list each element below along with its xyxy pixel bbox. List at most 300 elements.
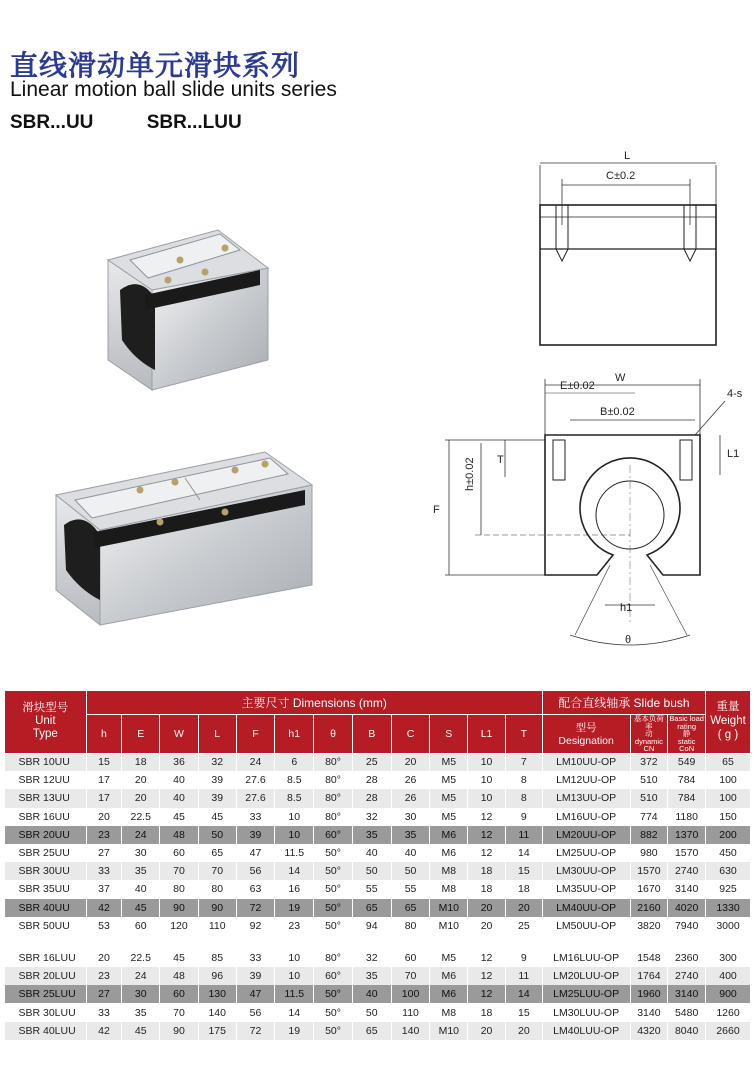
table-cell: 20 — [505, 1022, 542, 1040]
table-cell: 92 — [236, 917, 275, 935]
table-cell: 10 — [468, 771, 506, 789]
table-cell: 510 — [630, 789, 668, 807]
table-cell: 60° — [314, 826, 353, 844]
table-cell: 7940 — [668, 917, 706, 935]
table-cell: 1370 — [668, 826, 706, 844]
table-cell: 32 — [198, 753, 236, 771]
col-header-dim: F — [236, 715, 275, 754]
table-cell: 150 — [706, 808, 751, 826]
table-cell: 10 — [468, 753, 506, 771]
table-group-spacer — [5, 935, 751, 949]
unit-type-cell: SBR 20UU — [5, 826, 87, 844]
table-cell: LM25LUU-OP — [542, 985, 630, 1003]
table-cell: 80° — [314, 789, 353, 807]
table-cell: 8 — [505, 789, 542, 807]
table-cell: 45 — [122, 899, 160, 917]
col-header-dim: W — [160, 715, 199, 754]
table-cell: 24 — [122, 967, 160, 985]
table-cell: 200 — [706, 826, 751, 844]
table-cell: 27.6 — [236, 771, 275, 789]
table-cell: 372 — [630, 753, 668, 771]
table-cell: 80 — [198, 880, 236, 898]
table-cell: 23 — [86, 826, 122, 844]
table-row — [5, 826, 751, 844]
table-cell: 90 — [160, 899, 199, 917]
table-cell: 12 — [468, 844, 506, 862]
unit-type-cell: SBR 16LUU — [5, 949, 87, 967]
unit-type-cell: SBR 10UU — [5, 753, 87, 771]
table-cell: 39 — [198, 771, 236, 789]
table-cell: M6 — [430, 967, 468, 985]
table-cell: 8.5 — [275, 789, 314, 807]
table-cell: 14 — [505, 844, 542, 862]
table-cell: 40 — [160, 771, 199, 789]
col-header-dim: L1 — [468, 715, 506, 754]
col-header-designation: 型号 Designation — [542, 715, 630, 754]
table-cell: 39 — [198, 789, 236, 807]
dim-label-4s: 4-s — [727, 388, 743, 400]
table-cell: 14 — [275, 862, 314, 880]
table-cell: 60° — [314, 967, 353, 985]
table-cell: 39 — [236, 826, 275, 844]
table-cell: 65 — [352, 1022, 391, 1040]
table-cell: 48 — [160, 826, 199, 844]
table-cell: LM40LUU-OP — [542, 1022, 630, 1040]
table-row — [5, 844, 751, 862]
table-cell: LM25UU-OP — [542, 844, 630, 862]
table-cell: 63 — [236, 880, 275, 898]
table-cell: 30 — [391, 808, 430, 826]
col-header-dim: E — [122, 715, 160, 754]
table-cell: 28 — [352, 771, 391, 789]
col-header-unit-type: 滑块型号 Unit Type — [5, 691, 87, 754]
table-cell: M5 — [430, 789, 468, 807]
table-cell: 53 — [86, 917, 122, 935]
table-row — [5, 917, 751, 935]
table-cell: M5 — [430, 949, 468, 967]
table-cell: 20 — [468, 1022, 506, 1040]
table-cell: 2740 — [668, 862, 706, 880]
table-cell: 24 — [236, 753, 275, 771]
table-cell: 630 — [706, 862, 751, 880]
table-cell: 18 — [468, 862, 506, 880]
table-cell: 18 — [468, 880, 506, 898]
product-photo-short-unit — [100, 220, 280, 395]
table-cell: 19 — [275, 1022, 314, 1040]
table-cell: LM12UU-OP — [542, 771, 630, 789]
table-cell: 45 — [160, 808, 199, 826]
table-cell: 110 — [198, 917, 236, 935]
table-cell: 19 — [275, 899, 314, 917]
table-cell: 80° — [314, 753, 353, 771]
dim-label-T: T — [497, 454, 504, 466]
table-cell: 80° — [314, 771, 353, 789]
table-cell: 22.5 — [122, 949, 160, 967]
table-cell: 100 — [706, 789, 751, 807]
table-cell: 10 — [275, 808, 314, 826]
table-cell: M6 — [430, 985, 468, 1003]
table-cell: 30 — [122, 985, 160, 1003]
table-cell: 90 — [160, 1022, 199, 1040]
table-cell: 10 — [275, 949, 314, 967]
table-row — [5, 985, 751, 1003]
table-cell: 40 — [122, 880, 160, 898]
table-cell: 60 — [391, 949, 430, 967]
table-cell: 1570 — [630, 862, 668, 880]
table-cell: 50 — [352, 1003, 391, 1021]
table-cell: 40 — [160, 789, 199, 807]
col-header-weight: 重量 Weight ( g ) — [706, 691, 751, 754]
table-cell: 85 — [198, 949, 236, 967]
table-cell: 18 — [468, 1003, 506, 1021]
model-series-uu: SBR...UU — [10, 112, 94, 133]
table-cell: 16 — [275, 880, 314, 898]
table-cell: 24 — [122, 826, 160, 844]
table-cell: 6 — [275, 753, 314, 771]
table-cell: 5480 — [668, 1003, 706, 1021]
table-cell: 4020 — [668, 899, 706, 917]
table-cell: 17 — [86, 771, 122, 789]
table-cell: 55 — [391, 880, 430, 898]
table-cell: 94 — [352, 917, 391, 935]
table-row — [5, 949, 751, 967]
table-cell: 12 — [468, 985, 506, 1003]
table-cell: 3820 — [630, 917, 668, 935]
unit-type-cell: SBR 20LUU — [5, 967, 87, 985]
table-cell: 33 — [236, 949, 275, 967]
unit-type-cell: SBR 25UU — [5, 844, 87, 862]
col-header-dim: L — [198, 715, 236, 754]
table-cell: 3140 — [668, 985, 706, 1003]
table-cell: 10 — [468, 789, 506, 807]
table-cell: 65 — [706, 753, 751, 771]
table-cell: M8 — [430, 1003, 468, 1021]
table-cell: 140 — [391, 1022, 430, 1040]
table-cell: 50° — [314, 985, 353, 1003]
unit-type-cell: SBR 13UU — [5, 789, 87, 807]
col-header-dim: h1 — [275, 715, 314, 754]
table-cell: 3000 — [706, 917, 751, 935]
table-cell: 60 — [160, 844, 199, 862]
table-cell: 1570 — [668, 844, 706, 862]
table-cell: 3140 — [668, 880, 706, 898]
table-cell: 7 — [505, 753, 542, 771]
table-cell: 12 — [468, 826, 506, 844]
table-cell: 1260 — [706, 1003, 751, 1021]
table-cell: 60 — [122, 917, 160, 935]
table-cell: 42 — [86, 899, 122, 917]
table-cell: 1764 — [630, 967, 668, 985]
table-cell: 45 — [122, 1022, 160, 1040]
col-group-slide-bush: 配合直线轴承 Slide bush — [542, 691, 705, 715]
table-cell: 50 — [391, 862, 430, 880]
table-cell: 35 — [122, 1003, 160, 1021]
table-cell: LM20LUU-OP — [542, 967, 630, 985]
table-cell: 80° — [314, 949, 353, 967]
table-cell: 4320 — [630, 1022, 668, 1040]
unit-type-cell: SBR 25LUU — [5, 985, 87, 1003]
table-cell: 65 — [198, 844, 236, 862]
dim-label-h: h±0.02 — [464, 457, 476, 491]
table-cell: 72 — [236, 1022, 275, 1040]
table-cell: 1330 — [706, 899, 751, 917]
table-cell: 784 — [668, 789, 706, 807]
table-cell: 14 — [505, 985, 542, 1003]
table-cell: LM50UU-OP — [542, 917, 630, 935]
table-cell: 15 — [505, 862, 542, 880]
table-cell: M8 — [430, 880, 468, 898]
table-cell: M6 — [430, 844, 468, 862]
table-cell: 8 — [505, 771, 542, 789]
table-cell: 40 — [391, 844, 430, 862]
table-cell: 9 — [505, 949, 542, 967]
table-cell: 37 — [86, 880, 122, 898]
table-cell: 48 — [160, 967, 199, 985]
table-cell: 11 — [505, 826, 542, 844]
table-cell: 72 — [236, 899, 275, 917]
table-cell: 35 — [352, 826, 391, 844]
dim-label-B: B±0.02 — [600, 406, 635, 418]
table-cell: 175 — [198, 1022, 236, 1040]
unit-type-cell: SBR 30UU — [5, 862, 87, 880]
table-cell: 450 — [706, 844, 751, 862]
table-cell: LM30UU-OP — [542, 862, 630, 880]
table-cell: 47 — [236, 985, 275, 1003]
table-cell: 400 — [706, 967, 751, 985]
table-cell: LM20UU-OP — [542, 826, 630, 844]
table-cell: 40 — [352, 844, 391, 862]
table-cell: 30 — [122, 844, 160, 862]
col-header-dim: θ — [314, 715, 353, 754]
table-cell: 12 — [468, 808, 506, 826]
table-cell: 18 — [122, 753, 160, 771]
table-cell: 784 — [668, 771, 706, 789]
table-cell: 25 — [352, 753, 391, 771]
table-cell: 14 — [275, 1003, 314, 1021]
page-title-cn: 直线滑动单元滑块系列 — [10, 49, 301, 82]
col-header-dim: B — [352, 715, 391, 754]
table-cell: 90 — [198, 899, 236, 917]
dim-label-F: F — [433, 504, 440, 516]
table-cell: 60 — [160, 985, 199, 1003]
unit-type-cell: SBR 35UU — [5, 880, 87, 898]
table-row — [5, 808, 751, 826]
table-cell: 100 — [706, 771, 751, 789]
table-cell: 26 — [391, 771, 430, 789]
table-cell: 510 — [630, 771, 668, 789]
table-cell: M5 — [430, 808, 468, 826]
table-cell: 9 — [505, 808, 542, 826]
table-cell: 70 — [160, 1003, 199, 1021]
model-series-labels — [10, 112, 290, 134]
table-cell: 70 — [198, 862, 236, 880]
table-cell: 50 — [352, 862, 391, 880]
table-cell: 65 — [352, 899, 391, 917]
unit-type-cell: SBR 12UU — [5, 771, 87, 789]
table-cell: 140 — [198, 1003, 236, 1021]
table-cell: 32 — [352, 949, 391, 967]
dim-label-E: E±0.02 — [560, 380, 595, 392]
table-cell: 10 — [275, 826, 314, 844]
table-cell: 11.5 — [275, 985, 314, 1003]
table-cell: 33 — [86, 862, 122, 880]
table-cell: LM10UU-OP — [542, 753, 630, 771]
table-cell: 100 — [391, 985, 430, 1003]
table-cell: 50° — [314, 862, 353, 880]
table-row — [5, 789, 751, 807]
table-cell: 130 — [198, 985, 236, 1003]
table-cell: 900 — [706, 985, 751, 1003]
table-cell: 3140 — [630, 1003, 668, 1021]
table-cell: 80 — [160, 880, 199, 898]
table-cell: 50° — [314, 844, 353, 862]
table-cell: 56 — [236, 862, 275, 880]
table-cell: 11 — [505, 967, 542, 985]
table-cell: 549 — [668, 753, 706, 771]
table-cell: 32 — [352, 808, 391, 826]
dim-label-L: L — [624, 150, 631, 162]
table-cell: 300 — [706, 949, 751, 967]
side-view-drawing — [520, 145, 740, 355]
table-cell: 35 — [352, 967, 391, 985]
table-cell: 12 — [468, 967, 506, 985]
col-header-dim: C — [391, 715, 430, 754]
table-cell: 925 — [706, 880, 751, 898]
table-cell: M5 — [430, 771, 468, 789]
page-title-en: Linear motion ball slide units series — [10, 78, 337, 101]
table-cell: 882 — [630, 826, 668, 844]
table-cell: M10 — [430, 1022, 468, 1040]
unit-type-cell: SBR 30LUU — [5, 1003, 87, 1021]
table-cell: 50° — [314, 880, 353, 898]
table-cell: 110 — [391, 1003, 430, 1021]
table-cell: 28 — [352, 789, 391, 807]
table-cell: 18 — [505, 880, 542, 898]
table-cell: 33 — [86, 1003, 122, 1021]
table-cell: LM35UU-OP — [542, 880, 630, 898]
spacer-cell — [5, 935, 751, 949]
unit-type-cell: SBR 16UU — [5, 808, 87, 826]
table-row — [5, 967, 751, 985]
table-row — [5, 771, 751, 789]
table-cell: 8.5 — [275, 771, 314, 789]
table-cell: 23 — [86, 967, 122, 985]
table-row — [5, 753, 751, 771]
table-cell: LM16UU-OP — [542, 808, 630, 826]
dim-label-L1: L1 — [727, 448, 740, 460]
table-cell: 96 — [198, 967, 236, 985]
table-cell: 2160 — [630, 899, 668, 917]
table-cell: 23 — [275, 917, 314, 935]
dim-label-C: C±0.2 — [606, 170, 636, 182]
table-cell: 1960 — [630, 985, 668, 1003]
table-cell: 35 — [122, 862, 160, 880]
table-row — [5, 862, 751, 880]
front-view-drawing — [425, 365, 753, 655]
table-cell: 50° — [314, 917, 353, 935]
table-cell: 45 — [198, 808, 236, 826]
table-cell: 50° — [314, 1022, 353, 1040]
table-cell: 65 — [391, 899, 430, 917]
table-cell: LM13UU-OP — [542, 789, 630, 807]
table-cell: 15 — [505, 1003, 542, 1021]
table-cell: 50° — [314, 899, 353, 917]
table-cell: 980 — [630, 844, 668, 862]
table-cell: 120 — [160, 917, 199, 935]
table-cell: 774 — [630, 808, 668, 826]
table-cell: 11.5 — [275, 844, 314, 862]
table-cell: 10 — [275, 967, 314, 985]
table-cell: 50° — [314, 1003, 353, 1021]
table-cell: 33 — [236, 808, 275, 826]
table-cell: 2660 — [706, 1022, 751, 1040]
table-cell: LM16LUU-OP — [542, 949, 630, 967]
table-cell: 27 — [86, 985, 122, 1003]
table-row — [5, 1003, 751, 1021]
table-cell: M10 — [430, 899, 468, 917]
table-cell: 50 — [198, 826, 236, 844]
table-cell: 2740 — [668, 967, 706, 985]
table-cell: M8 — [430, 862, 468, 880]
table-cell: 17 — [86, 789, 122, 807]
table-cell: 15 — [86, 753, 122, 771]
table-cell: 27.6 — [236, 789, 275, 807]
spec-table — [4, 690, 751, 1040]
table-cell: 56 — [236, 1003, 275, 1021]
col-group-dimensions: 主要尺寸 Dimensions (mm) — [86, 691, 542, 715]
product-photo-long-unit — [50, 440, 320, 630]
table-cell: M5 — [430, 753, 468, 771]
table-cell: 20 — [468, 917, 506, 935]
table-cell: 22.5 — [122, 808, 160, 826]
table-cell: 55 — [352, 880, 391, 898]
table-cell: 70 — [391, 967, 430, 985]
table-cell: 39 — [236, 967, 275, 985]
table-cell: 36 — [160, 753, 199, 771]
table-cell: 20 — [122, 789, 160, 807]
table-cell: 20 — [122, 771, 160, 789]
table-cell: 8040 — [668, 1022, 706, 1040]
table-cell: 20 — [468, 899, 506, 917]
table-cell: LM40UU-OP — [542, 899, 630, 917]
table-cell: 2360 — [668, 949, 706, 967]
table-cell: 26 — [391, 789, 430, 807]
table-cell: 20 — [86, 808, 122, 826]
table-cell: 80 — [391, 917, 430, 935]
table-cell: 1548 — [630, 949, 668, 967]
table-cell: 1670 — [630, 880, 668, 898]
dim-label-W: W — [615, 372, 626, 384]
unit-type-cell: SBR 40UU — [5, 899, 87, 917]
table-row — [5, 880, 751, 898]
table-cell: 35 — [391, 826, 430, 844]
table-cell: 20 — [86, 949, 122, 967]
table-cell: 47 — [236, 844, 275, 862]
col-header-dim: h — [86, 715, 122, 754]
table-cell: 70 — [160, 862, 199, 880]
table-row — [5, 899, 751, 917]
table-cell: LM30LUU-OP — [542, 1003, 630, 1021]
dim-label-h1: h1 — [620, 602, 633, 614]
table-cell: 20 — [391, 753, 430, 771]
table-cell: 1180 — [668, 808, 706, 826]
dim-label-theta: θ — [625, 634, 632, 646]
unit-type-cell: SBR 50UU — [5, 917, 87, 935]
table-cell: 80° — [314, 808, 353, 826]
table-cell: 42 — [86, 1022, 122, 1040]
table-cell: 40 — [352, 985, 391, 1003]
unit-type-cell: SBR 40LUU — [5, 1022, 87, 1040]
